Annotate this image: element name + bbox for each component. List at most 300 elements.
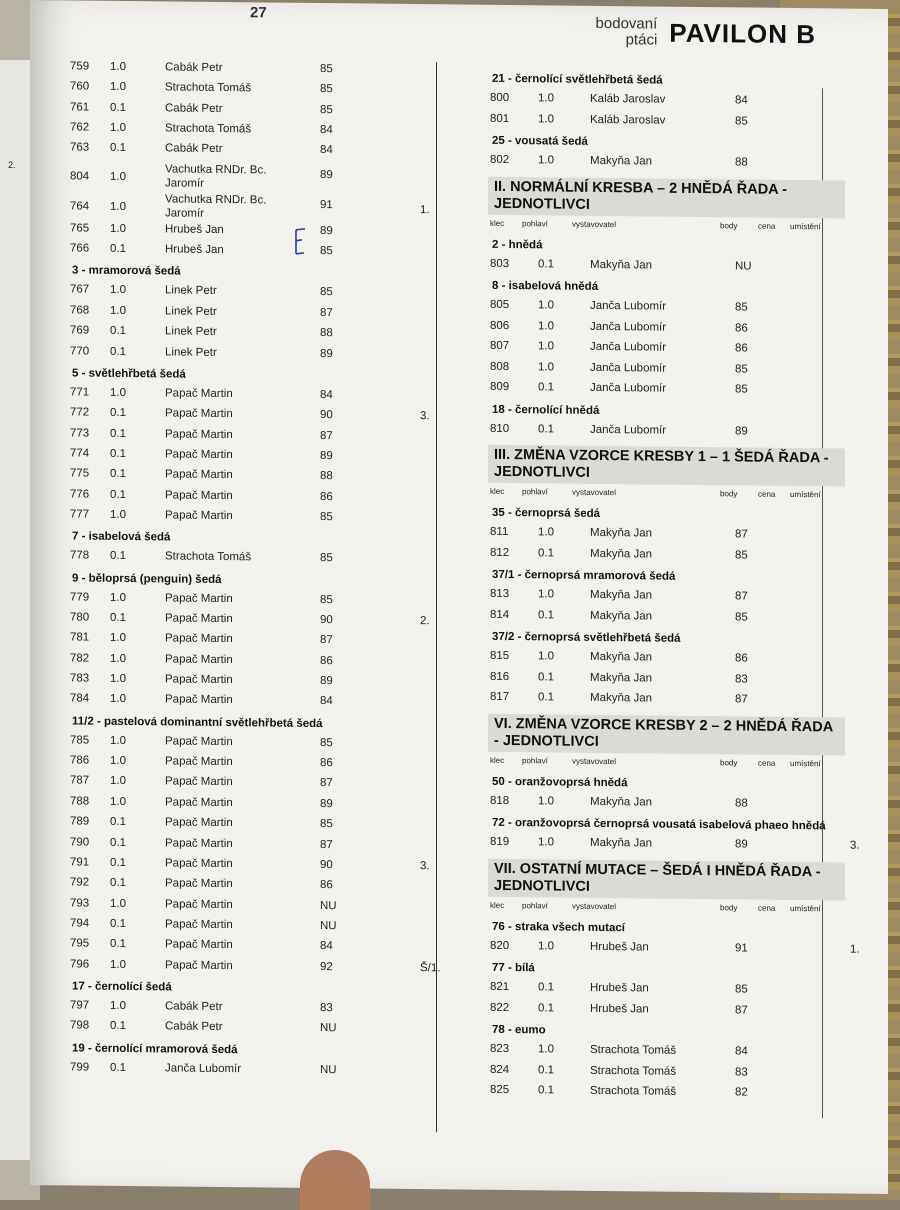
sex-code: 1.0 [538,794,554,807]
score: 85 [320,552,333,565]
sex-code: 0.1 [110,324,126,338]
exhibitor-name: Hrubeš Jan [165,243,224,257]
score: 87 [735,528,748,541]
column-header-cage: klec [490,900,505,910]
exhibitor-name: Strachota Tomáš [165,122,252,136]
cage-number: 800 [490,91,510,105]
column-header-place: umístění [790,489,821,500]
score: 85 [735,362,748,376]
exhibitor-name: Papač Martin [165,468,233,482]
exhibitor-name: Hrubeš Jan [165,223,224,236]
cage-number: 786 [70,754,90,767]
score: 89 [320,675,333,688]
category-heading: III. ZMĚNA VZORCE KRESBY 1 – 1 ŠEDÁ ŘADA - JEDNOTLIVCI [488,445,845,487]
score: 86 [735,321,748,335]
sex-code: 1.0 [538,939,554,952]
cage-number: 783 [70,672,90,685]
column-header-place: umístění [790,221,821,231]
exhibitor-name: Papač Martin [165,427,233,441]
exhibitor-name: Cabák Petr [165,1020,223,1034]
sex-code: 1.0 [110,60,126,74]
sex-code: 1.0 [110,734,126,747]
exhibitor-name: Janča Lubomír [590,320,667,334]
score: 89 [320,449,333,463]
exhibitor-name: Strachota Tomáš [590,1064,677,1078]
score: 84 [320,124,333,137]
cage-number: 809 [490,380,510,394]
section-heading: 5 - světlehřbetá šedá [72,367,186,381]
catalog-page [30,0,888,1194]
cage-number: 785 [70,734,90,747]
cage-number: 802 [490,153,510,167]
cage-number: 797 [70,999,90,1012]
exhibitor-name: Makyňa Jan [590,588,653,602]
column-header-score: body [720,489,738,499]
placement: 2. [420,615,430,628]
sex-code: 0.1 [110,917,126,930]
cage-number: 788 [70,795,90,808]
column-header-exhibitor: vystavovatel [572,901,617,911]
cage-number: 763 [70,141,90,155]
exhibitor-name: Papač Martin [165,897,233,911]
score: 85 [735,114,748,128]
exhibitor-name: Makyňa Jan [590,795,653,809]
section-heading: 17 - černolící šedá [72,980,172,994]
score: 90 [320,614,333,627]
header-title: PAVILON B [669,17,816,50]
sex-code: 0.1 [538,1084,554,1097]
sex-code: 0.1 [110,1020,126,1033]
sex-code: 0.1 [110,1061,126,1074]
sex-code: 0.1 [538,670,554,683]
section-heading: 21 - černolící světlehřbetá šedá [492,72,663,87]
sex-code: 1.0 [110,999,126,1012]
column-header-exhibitor: vystavovatel [572,487,617,498]
sex-code: 1.0 [538,92,554,105]
section-heading: 2 - hnědá [492,238,543,251]
cage-number: 789 [70,815,90,828]
cage-number: 759 [70,60,90,73]
exhibitor-name: Strachota Tomáš [165,550,252,564]
section-heading: 7 - isabelová šedá [72,530,171,544]
score: 84 [320,144,333,157]
sex-code: 0.1 [110,938,126,951]
header-subtitle: bodovaní ptáci [595,14,658,49]
exhibitor-name: Papač Martin [165,509,233,523]
sex-code: 1.0 [538,154,554,167]
exhibitor-name: Linek Petr [165,305,217,318]
exhibitor-name: Hrubeš Jan [590,981,649,995]
score: 87 [320,634,333,647]
score: 85 [320,83,333,96]
cage-number: 776 [70,488,90,501]
cage-number: 761 [70,101,90,114]
exhibitor-name: Cabák Petr [165,1000,223,1013]
sex-code: 1.0 [538,112,554,125]
section-heading: 77 - bílá [492,961,535,975]
column-header-score: body [720,220,738,230]
exhibitor-name: Janča Lubomír [590,381,667,395]
exhibitor-name: Papač Martin [165,918,233,932]
sex-code: 1.0 [110,81,126,94]
sex-code: 0.1 [110,550,126,563]
exhibitor-name: Papač Martin [165,877,233,891]
score: 85 [320,818,333,831]
sex-code: 0.1 [110,836,126,849]
column-header-cage: klec [490,218,505,228]
column-header-sex: pohlaví [522,218,548,228]
cage-number: 769 [70,324,90,337]
score: 91 [735,941,748,955]
sex-code: 1.0 [110,652,126,665]
prev-page-mark: 2. [8,160,16,170]
sex-code: 1.0 [110,222,126,235]
sex-code: 1.0 [110,591,126,604]
section-heading: 9 - běloprsá (penguin) šedá [72,572,222,586]
sex-code: 0.1 [110,142,126,155]
score: 90 [320,858,333,872]
score: 84 [320,940,333,953]
score: 89 [320,347,333,360]
cage-number: 823 [490,1042,510,1056]
exhibitor-name: Makyňa Jan [590,258,653,272]
cage-number: 799 [70,1061,90,1074]
cage-number: 816 [490,670,510,683]
cage-number: 790 [70,835,90,849]
cage-number: 793 [70,896,90,910]
sex-code: 1.0 [110,897,126,910]
column-header-place: umístění [790,903,821,913]
exhibitor-name: Kaláb Jaroslav [590,92,666,106]
score: 84 [320,388,333,402]
cage-number: 813 [490,587,510,601]
score: NU [320,1022,337,1035]
section-heading: 72 - oranžovoprsá černoprsá vousatá isabelová phaeo hnědá [492,816,826,833]
exhibitor-name: Janča Lubomír [590,299,667,313]
sex-code: 0.1 [538,1001,554,1014]
score: 83 [320,1001,333,1015]
score: 85 [735,301,748,314]
exhibitor-name: Makyňa Jan [590,609,653,623]
sex-code: 0.1 [110,468,126,481]
score: NU [735,259,752,273]
cage-number: 810 [490,422,510,435]
cage-number: 803 [490,257,510,270]
score: NU [320,919,337,933]
column-header-cage: klec [490,486,505,496]
score: 84 [735,94,748,107]
page-header [596,16,816,50]
sex-code: 0.1 [538,257,554,270]
exhibitor-name: Papač Martin [165,489,233,502]
exhibitor-name: Makyňa Jan [590,691,653,705]
score: 88 [320,470,333,483]
exhibitor-name: Strachota Tomáš [165,81,252,95]
cage-number: 808 [490,360,510,373]
sex-code: 0.1 [538,422,554,435]
score: 86 [320,654,333,667]
section-heading: 25 - vousatá šedá [492,134,588,148]
exhibitor-name: Papač Martin [165,836,233,850]
page-number: 27 [250,4,267,22]
cage-number: 764 [70,200,90,213]
exhibitor-name: Papač Martin [165,755,233,769]
exhibitor-name: Janča Lubomír [590,340,667,354]
score: 85 [320,103,333,116]
placement: 1. [420,203,430,216]
score: 85 [320,286,333,299]
exhibitor-name: Papač Martin [165,448,233,462]
cage-number: 777 [70,508,90,521]
cage-number: 774 [70,447,90,460]
score: 87 [735,693,748,706]
sex-code: 0.1 [110,101,126,114]
sex-code: 1.0 [538,588,554,601]
score: 82 [735,1086,748,1099]
sex-code: 1.0 [538,319,554,332]
cage-number: 801 [490,112,510,125]
score: NU [320,1063,337,1076]
score: 85 [735,548,748,562]
score: 86 [320,879,333,892]
score: 84 [320,695,333,708]
sex-code: 1.0 [538,836,554,849]
score: 85 [735,610,748,624]
cage-number: 766 [70,242,90,255]
exhibitor-name: Strachota Tomáš [590,1043,677,1057]
section-heading: 76 - straka všech mutací [492,920,625,934]
score: 85 [320,63,333,76]
score: 89 [320,797,333,810]
section-heading: 11/2 - pastelová dominantní světlehřbetá šedá [72,715,323,730]
cage-number: 762 [70,121,90,134]
column-header-score: body [720,757,738,767]
cage-number: 770 [70,344,90,358]
exhibitor-name-line2: Jaromír [165,177,204,190]
column-header-sex: pohlaví [522,900,548,910]
exhibitor-name: Linek Petr [165,325,217,339]
sex-code: 0.1 [110,427,126,440]
score: 85 [320,593,333,606]
score: 89 [320,168,333,181]
exhibitor-name: Papač Martin [165,959,233,972]
exhibitor-name: Papač Martin [165,693,233,707]
sex-code: 0.1 [538,608,554,621]
sex-code: 1.0 [110,200,126,213]
sex-code: 0.1 [110,345,126,358]
exhibitor-name: Janča Lubomír [590,361,667,375]
placement: 3. [420,859,430,873]
category-heading: II. NORMÁLNÍ KRESBA – 2 HNĚDÁ ŘADA - JEDNOTLIVCI [488,176,845,218]
score: 87 [320,306,333,319]
exhibitor-name: Hrubeš Jan [590,940,649,953]
cage-number: 814 [490,608,510,621]
cage-number: 795 [70,937,90,950]
score: 84 [735,1045,748,1058]
sex-code: 1.0 [110,632,126,645]
exhibitor-name: Makyňa Jan [590,154,653,168]
sex-code: 0.1 [538,1063,554,1076]
exhibitor-name: Kaláb Jaroslav [590,113,666,127]
exhibitor-name: Cabák Petr [165,61,223,75]
placement: 3. [850,839,860,852]
cage-number: 811 [490,525,509,539]
sex-code: 1.0 [110,958,126,971]
placement: 1. [850,943,860,956]
score: 87 [735,590,748,603]
column-header-score: body [720,902,738,912]
score: 85 [320,736,333,749]
cage-number: 818 [490,794,510,807]
sex-code: 0.1 [538,981,554,994]
cage-number: 819 [490,835,510,849]
score: 85 [735,983,748,996]
exhibitor-name: Makyňa Jan [590,526,653,540]
sex-code: 0.1 [110,447,126,460]
score: 86 [735,652,748,665]
score: 86 [320,757,333,770]
score: 90 [320,409,333,422]
section-heading: 8 - isabelová hnědá [492,279,599,293]
exhibitor-name: Vachutka RNDr. Bc. [165,163,267,177]
cage-number: 781 [70,631,90,644]
score: 87 [320,838,333,851]
placement: Š/1. [420,961,441,974]
cage-number: 760 [70,80,90,93]
cage-number: 765 [70,222,90,235]
cage-number: 820 [490,939,510,952]
exhibitor-name: Papač Martin [165,632,233,646]
sex-code: 1.0 [538,1043,554,1056]
exhibitor-name: Papač Martin [165,775,233,789]
cage-number: 812 [490,546,510,559]
cage-number: 778 [70,549,90,562]
cage-number: 771 [70,386,90,399]
cage-number: 792 [70,876,90,889]
exhibitor-name: Makyňa Jan [590,547,653,561]
section-heading: 37/2 - černoprsá světlehřbetá šedá [492,630,681,645]
cage-number: 798 [70,1019,90,1032]
cage-number: 821 [490,980,510,994]
section-heading: 35 - černoprsá šedá [492,506,601,520]
column-divider-right [822,88,823,1118]
placement: 3. [420,410,430,423]
score: 92 [320,960,333,973]
sex-code: 0.1 [538,381,554,394]
score: 89 [735,424,748,438]
exhibitor-name: Makyňa Jan [590,650,653,664]
exhibitor-name: Papač Martin [165,407,233,421]
cage-number: 775 [70,467,90,480]
score: 83 [735,1065,748,1079]
sex-code: 0.1 [110,488,126,501]
exhibitor-name: Papač Martin [165,387,233,400]
column-header-prize: cena [758,221,776,231]
sex-code: 1.0 [538,340,554,353]
exhibitor-name: Papač Martin [165,673,233,687]
sex-code: 1.0 [110,386,126,399]
score: 83 [735,672,748,686]
sex-code: 1.0 [538,650,554,663]
score: 88 [735,156,748,169]
exhibitor-name: Makyňa Jan [590,671,653,685]
sex-code: 1.0 [110,775,126,788]
score: 87 [320,429,333,442]
score: 86 [735,342,748,355]
exhibitor-name: Makyňa Jan [590,836,653,850]
column-header-prize: cena [758,903,776,913]
score: 88 [735,796,748,810]
cage-number: 806 [490,319,510,332]
cage-number: 805 [490,298,510,312]
cage-number: 768 [70,304,90,317]
exhibitor-name: Papač Martin [165,857,233,870]
score: 86 [320,490,333,503]
exhibitor-name: Papač Martin [165,735,233,748]
exhibitor-name: Papač Martin [165,938,233,952]
section-heading: 78 - eumo [492,1023,546,1037]
exhibitor-name: Papač Martin [165,612,233,626]
sex-code: 1.0 [110,121,126,135]
cage-number: 794 [70,917,90,930]
sex-code: 1.0 [110,693,126,706]
score: 91 [320,198,333,211]
column-header-exhibitor: vystavovatel [572,219,617,229]
exhibitor-name: Cabák Petr [165,142,223,156]
sex-code: 1.0 [110,304,126,317]
category-heading: VII. OSTATNÍ MUTACE – ŠEDÁ I HNĚDÁ ŘADA - JEDNOTLIVCI [488,858,845,900]
sex-code: 0.1 [538,691,554,704]
column-header-sex: pohlaví [522,487,548,497]
exhibitor-name: Strachota Tomáš [590,1084,677,1098]
cage-number: 773 [70,426,90,440]
exhibitor-name: Papač Martin [165,816,233,830]
cage-number: 822 [490,1001,510,1014]
section-heading: 3 - mramorová šedá [72,264,181,279]
exhibitor-name: Cabák Petr [165,102,223,115]
column-header-prize: cena [758,489,776,499]
sex-code: 1.0 [110,672,126,686]
column-header-place: umístění [790,758,821,768]
score: 85 [735,383,748,396]
score: 85 [320,510,333,524]
exhibitor-name: Janča Lubomír [590,423,667,437]
exhibitor-name: Linek Petr [165,284,217,298]
cage-number: 791 [70,856,90,869]
column-header-prize: cena [758,758,776,768]
column-header-cage: klec [490,755,505,765]
sex-code: 0.1 [110,856,126,869]
sex-code: 0.1 [110,242,126,256]
sex-code: 1.0 [110,508,126,521]
sex-code: 0.1 [110,611,126,625]
exhibitor-name: Hrubeš Jan [590,1002,649,1015]
cage-number: 767 [70,283,90,297]
section-heading: 18 - černolící hnědá [492,403,600,417]
sex-code: 1.0 [110,170,126,183]
cage-number: 824 [490,1063,510,1076]
column-header-sex: pohlaví [522,755,548,765]
cage-number: 782 [70,652,90,665]
handwritten-mark-icon [292,227,308,257]
section-heading: 19 - černolící mramorová šedá [72,1042,238,1056]
score: 88 [320,327,333,340]
section-heading: 37/1 - černoprsá mramorová šedá [492,568,676,583]
sex-code: 1.0 [538,360,554,373]
cage-number: 825 [490,1083,510,1097]
cage-number: 796 [70,958,90,971]
score: 89 [735,838,748,851]
